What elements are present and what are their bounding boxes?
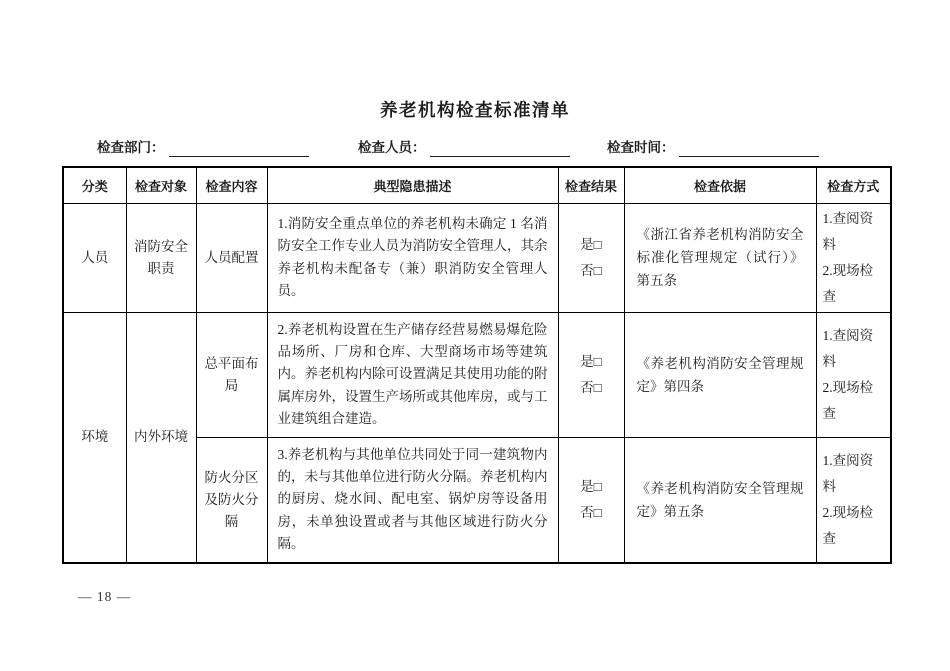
checkbox-yes: 是□ (580, 236, 602, 252)
form-fields-row (0, 136, 950, 160)
table-row (63, 312, 891, 437)
cell-hazard: 2.养老机构设置在生产储存经营易燃易爆危险品场所、厂房和仓库、大型商场市场等建筑内。养老机构内除可设置满足其使用功能的附属库房外，设置生产场所或其他库房，或与工业建筑组合建造。 (267, 312, 558, 437)
field-label-personnel: 检查人员： (358, 140, 426, 155)
cell-result (558, 312, 624, 437)
method-line: 1.查阅资料 (822, 210, 874, 252)
table-row (63, 203, 891, 312)
field-label-time: 检查时间： (607, 140, 675, 155)
field-inspection-department (97, 136, 309, 157)
cell-basis: 《浙江省养老机构消防安全标准化管理规定（试行）》第五条 (624, 203, 816, 312)
checkbox-no: 否□ (580, 262, 602, 278)
cell-content: 防火分区及防火分隔 (196, 437, 267, 563)
cell-hazard: 3.养老机构与其他单位共同处于同一建筑物内的，未与其他单位进行防火分隔。养老机构内的厨房、烧水间、配电室、锅炉房等设备用房，未单独设置或者与其他区域进行防火分隔。 (267, 437, 558, 563)
col-header-target: 检查对象 (126, 167, 196, 203)
checklist-table (62, 166, 892, 564)
cell-category: 环境 (63, 312, 126, 563)
cell-hazard: 1.消防安全重点单位的养老机构未确定 1 名消防安全工作专业人员为消防安全管理人，其余养老机构未配备专（兼）职消防安全管理人员。 (267, 203, 558, 312)
fill-in-blank-personnel (430, 142, 570, 157)
cell-basis: 《养老机构消防安全管理规定》第五条 (624, 437, 816, 563)
checkbox-no: 否□ (580, 504, 602, 520)
checkbox-no: 否□ (580, 379, 602, 395)
col-header-hazard: 典型隐患描述 (267, 167, 558, 203)
col-header-result: 检查结果 (558, 167, 624, 203)
method-line: 2.现场检查 (822, 504, 874, 546)
method-line: 2.现场检查 (822, 262, 874, 304)
cell-method (816, 203, 891, 312)
table-header-row (63, 167, 891, 203)
field-inspection-personnel (358, 136, 570, 157)
fill-in-blank-department (169, 142, 309, 157)
field-label-department: 检查部门： (97, 140, 165, 155)
col-header-method: 检查方式 (816, 167, 891, 203)
checkbox-yes: 是□ (580, 478, 602, 494)
cell-target: 消防安全职责 (126, 203, 196, 312)
page-title: 养老机构检查标准清单 (380, 100, 570, 120)
fill-in-blank-time (679, 142, 819, 157)
method-line: 1.查阅资料 (822, 452, 874, 494)
cell-content: 人员配置 (196, 203, 267, 312)
cell-basis: 《养老机构消防安全管理规定》第四条 (624, 312, 816, 437)
cell-result (558, 437, 624, 563)
field-inspection-time (607, 136, 819, 157)
checkbox-yes: 是□ (580, 353, 602, 369)
col-header-category: 分类 (63, 167, 126, 203)
method-line: 2.现场检查 (822, 379, 874, 421)
col-header-content: 检查内容 (196, 167, 267, 203)
cell-method (816, 312, 891, 437)
method-line: 1.查阅资料 (822, 327, 874, 369)
cell-category: 人员 (63, 203, 126, 312)
cell-method (816, 437, 891, 563)
cell-content: 总平面布局 (196, 312, 267, 437)
cell-result (558, 203, 624, 312)
col-header-basis: 检查依据 (624, 167, 816, 203)
cell-target: 内外环境 (126, 312, 196, 563)
page-number: — 18 — (78, 589, 132, 604)
